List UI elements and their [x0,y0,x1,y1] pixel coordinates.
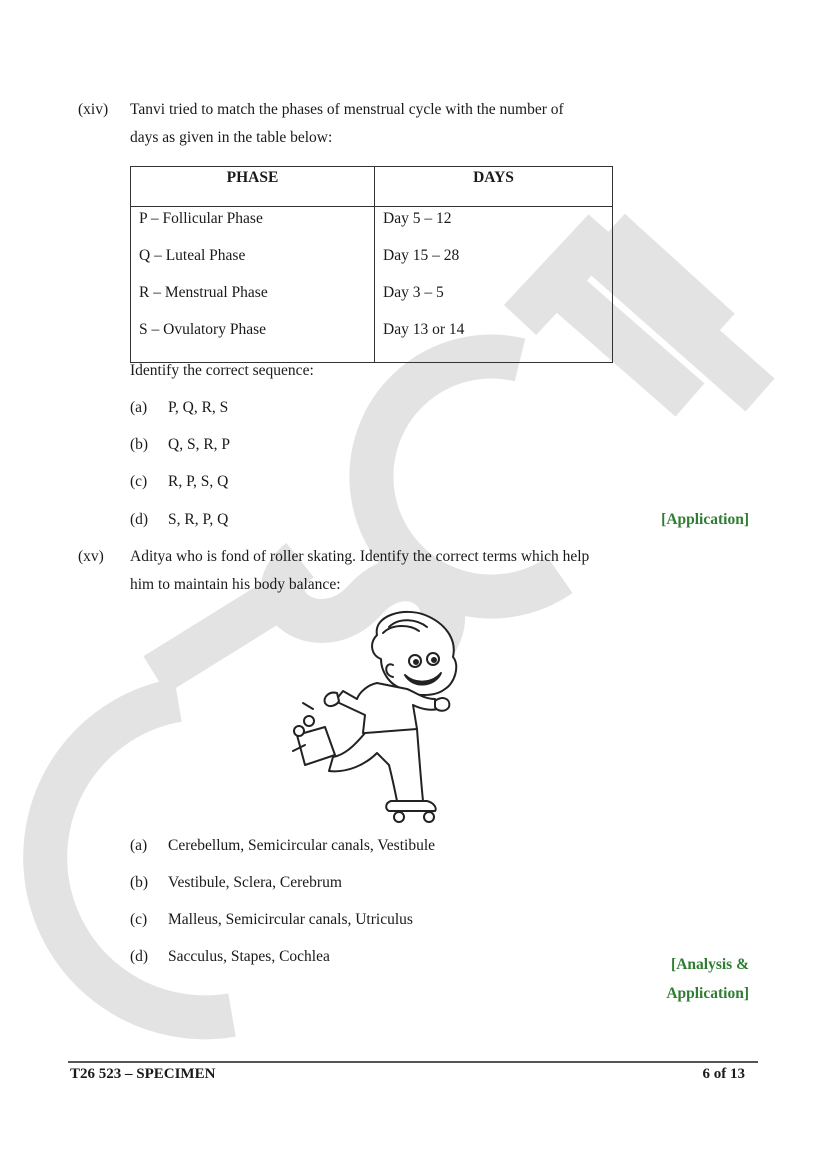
option-c-text: R, P, S, Q [168,473,229,490]
table-header-days: DAYS [375,167,613,207]
phase-r: R – Menstrual Phase [139,284,268,301]
footer-page-number: 6 of 13 [702,1066,745,1082]
footer-paper-code: T26 523 – SPECIMEN [70,1066,216,1082]
xv-option-a-text: Cerebellum, Semicircular canals, Vestibule [168,837,436,854]
xv-option-d-text: Sacculus, Stapes, Cochlea [168,948,330,965]
xv-option-c-label: (c) [130,911,148,928]
phase-p: P – Follicular Phase [139,210,263,227]
cognitive-tag-application: [Application] [661,511,749,528]
days-p: Day 5 – 12 [383,210,452,227]
xv-option-b-text: Vestibule, Sclera, Cerebrum [168,874,342,891]
question-xv-line2: him to maintain his body balance: [130,576,341,593]
question-xv-line1: Aditya who is fond of roller skating. Identify the correct terms which help [130,548,590,565]
option-b-label: (b) [130,436,149,453]
question-number-xv: (xv) [78,548,104,565]
footer-divider [68,1061,758,1063]
phase-column [131,207,375,363]
question-xiv-line1: Tanvi tried to match the phases of menstrual cycle with the number of [130,101,564,118]
days-r: Day 3 – 5 [383,284,444,301]
option-a-text: P, Q, R, S [168,399,229,416]
phase-days-table [130,166,613,363]
xv-option-c-text: Malleus, Semicircular canals, Utriculus [168,911,413,928]
question-xiv-line2: days as given in the table below: [130,129,333,146]
xv-option-a-label: (a) [130,837,148,854]
xv-option-b-label: (b) [130,874,149,891]
option-a-label: (a) [130,399,148,416]
cognitive-tag-application-2: Application] [666,985,749,1002]
question-number-xiv: (xiv) [78,101,109,118]
option-d-label: (d) [130,511,149,528]
table-header-phase: PHASE [131,167,375,207]
phase-q: Q – Luteal Phase [139,247,246,264]
option-c-label: (c) [130,473,148,490]
phase-s: S – Ovulatory Phase [139,321,267,338]
days-column [375,207,613,363]
days-s: Day 13 or 14 [383,321,465,338]
xv-option-d-label: (d) [130,948,149,965]
roller-skating-boy-icon [285,605,475,825]
cognitive-tag-analysis: [Analysis & [671,956,749,973]
days-q: Day 15 – 28 [383,247,460,264]
option-b-text: Q, S, R, P [168,436,231,453]
option-d-text: S, R, P, Q [168,511,229,528]
question-xiv-prompt: Identify the correct sequence: [130,362,314,379]
